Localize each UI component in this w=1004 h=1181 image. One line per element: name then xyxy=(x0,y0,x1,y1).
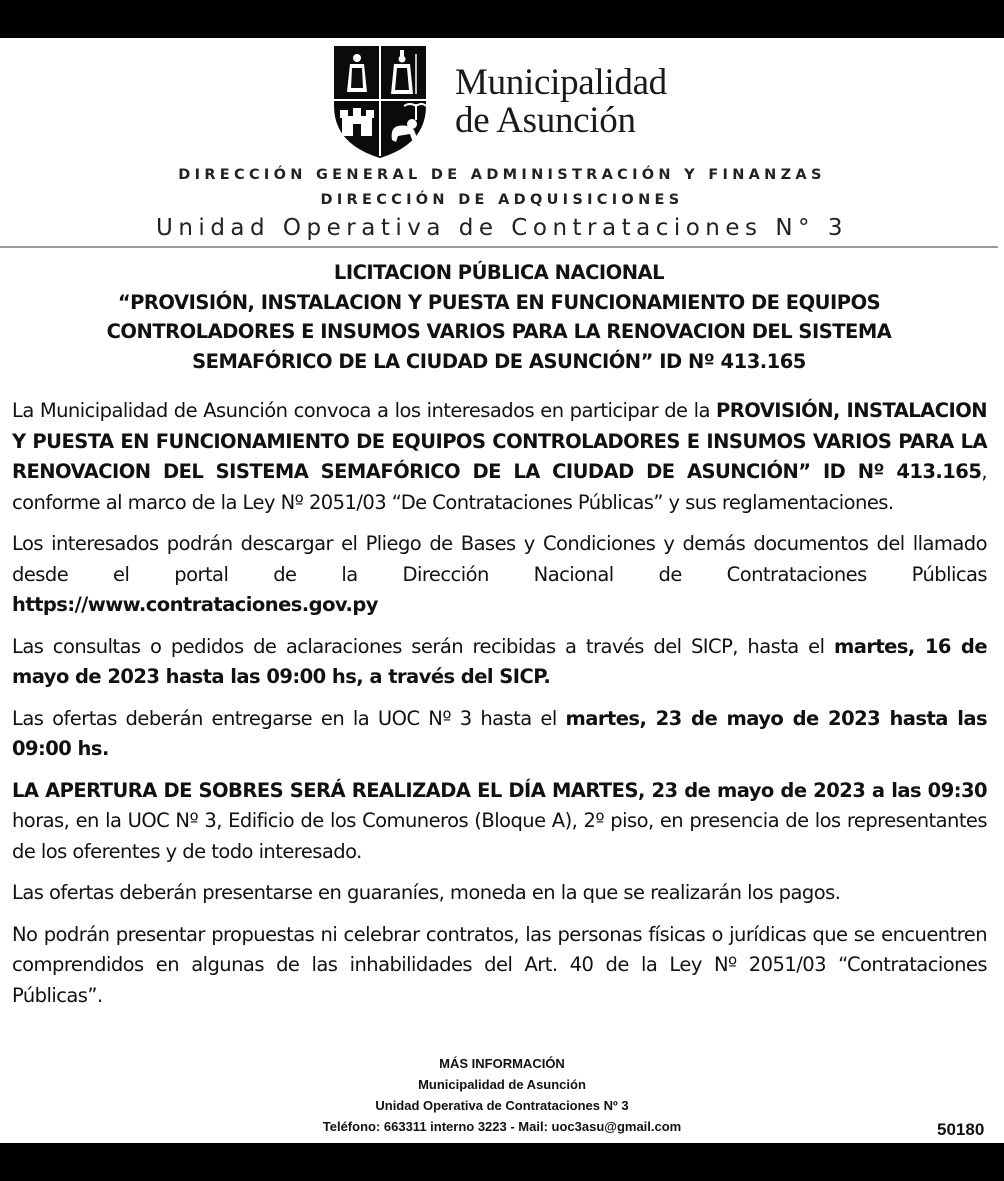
coat-of-arms-icon xyxy=(332,44,428,160)
paragraph-opening: LA APERTURA DE SOBRES SERÁ REALIZADA EL DÍA MARTES, 23 de mayo de 2023 a las 09:30 horas, en la UOC Nº 3, Edificio de los Comuneros (Bloque A), 2º piso, en presencia de los representantes de los oferentes y de todo interesado. xyxy=(12,778,987,863)
top-black-bar xyxy=(0,0,1004,38)
municipality-name-line1: Municipalidad xyxy=(455,62,667,103)
paragraph-download: Los interesados podrán descargar el Pliego de Bases y Condiciones y demás documentos del llamado desde el portal de la Dirección Nacional de Contrataciones Públicas https://www.contrataciones.gov.py xyxy=(12,532,987,616)
paragraph-offers-deadline: Las ofertas deberán entregarse en la UOC Nº 3 hasta el martes, 23 de mayo de 2023 hasta las 09:00 hs. xyxy=(12,706,988,760)
notice-body xyxy=(12,396,987,1022)
paragraph-queries: Las consultas o pedidos de aclaraciones serán recibidas a través del SICP, hasta el martes, 16 de mayo de 2023 hasta las 09:00 hs, a través del SICP. xyxy=(12,634,987,688)
paragraph-ineligibility: No podrán presentar propuestas ni celebrar contratos, las personas físicas o jurídicas que se encuentren comprendidos en algunas de las inhabilidades del Art. 40 de la Ley Nº 2051/03 “Contrataciones Públicas”. xyxy=(12,922,987,1007)
department-general: DIRECCIÓN GENERAL DE ADMINISTRACIÓN Y FINANZAS xyxy=(178,167,826,183)
contact-footer xyxy=(0,1053,1004,1137)
footer-org: Municipalidad de Asunción xyxy=(418,1077,586,1092)
header-divider xyxy=(0,246,998,248)
paragraph-currency: Las ofertas deberán presentarse en guaraníes, moneda en la que se realizarán los pagos. xyxy=(12,881,841,904)
header-logo-row xyxy=(0,44,1004,162)
title-line-3: CONTROLADORES E INSUMOS VARIOS PARA LA RENOVACION DEL SISTEMA xyxy=(106,320,892,343)
title-line-4: SEMAFÓRICO DE LA CIUDAD DE ASUNCIÓN” ID Nº 413.165 xyxy=(192,349,806,373)
department-acquisitions: DIRECCIÓN DE ADQUISICIONES xyxy=(320,192,684,208)
footer-contact: Teléfono: 663311 interno 3223 - Mail: uoc3asu@gmail.com xyxy=(322,1119,682,1134)
municipality-name xyxy=(455,64,667,140)
footer-heading: MÁS INFORMACIÓN xyxy=(439,1056,565,1071)
municipality-name-line2: de Asunción xyxy=(455,100,636,141)
title-line-1: LICITACION PÚBLICA NACIONAL xyxy=(333,261,665,284)
unit-name: Unidad Operativa de Contrataciones N° 3 xyxy=(156,215,848,241)
title-line-2: “PROVISIÓN, INSTALACION Y PUESTA EN FUNCIONAMIENTO DE EQUIPOS xyxy=(117,290,881,314)
publication-code: 50180 xyxy=(937,1120,985,1139)
footer-unit: Unidad Operativa de Contrataciones Nº 3 xyxy=(375,1098,629,1113)
paragraph-invitation: La Municipalidad de Asunción convoca a los interesados en participar de la PROVISIÓN, INSTALACION Y PUESTA EN FUNCIONAMIENTO DE EQUIPOS CONTROLADORES E INSUMOS VARIOS PARA LA RENOVACION DEL SISTEMA SEMAFÓRICO DE LA CIUDAD DE ASUNCIÓN” ID Nº 413.165, conforme al marco de la Ley Nº 2051/03 “De Contrataciones Públicas” y sus reglamentaciones. xyxy=(12,399,987,514)
bottom-black-bar xyxy=(0,1143,1004,1181)
tender-title xyxy=(20,258,978,376)
portal-url: https://www.contrataciones.gov.py xyxy=(12,593,378,616)
